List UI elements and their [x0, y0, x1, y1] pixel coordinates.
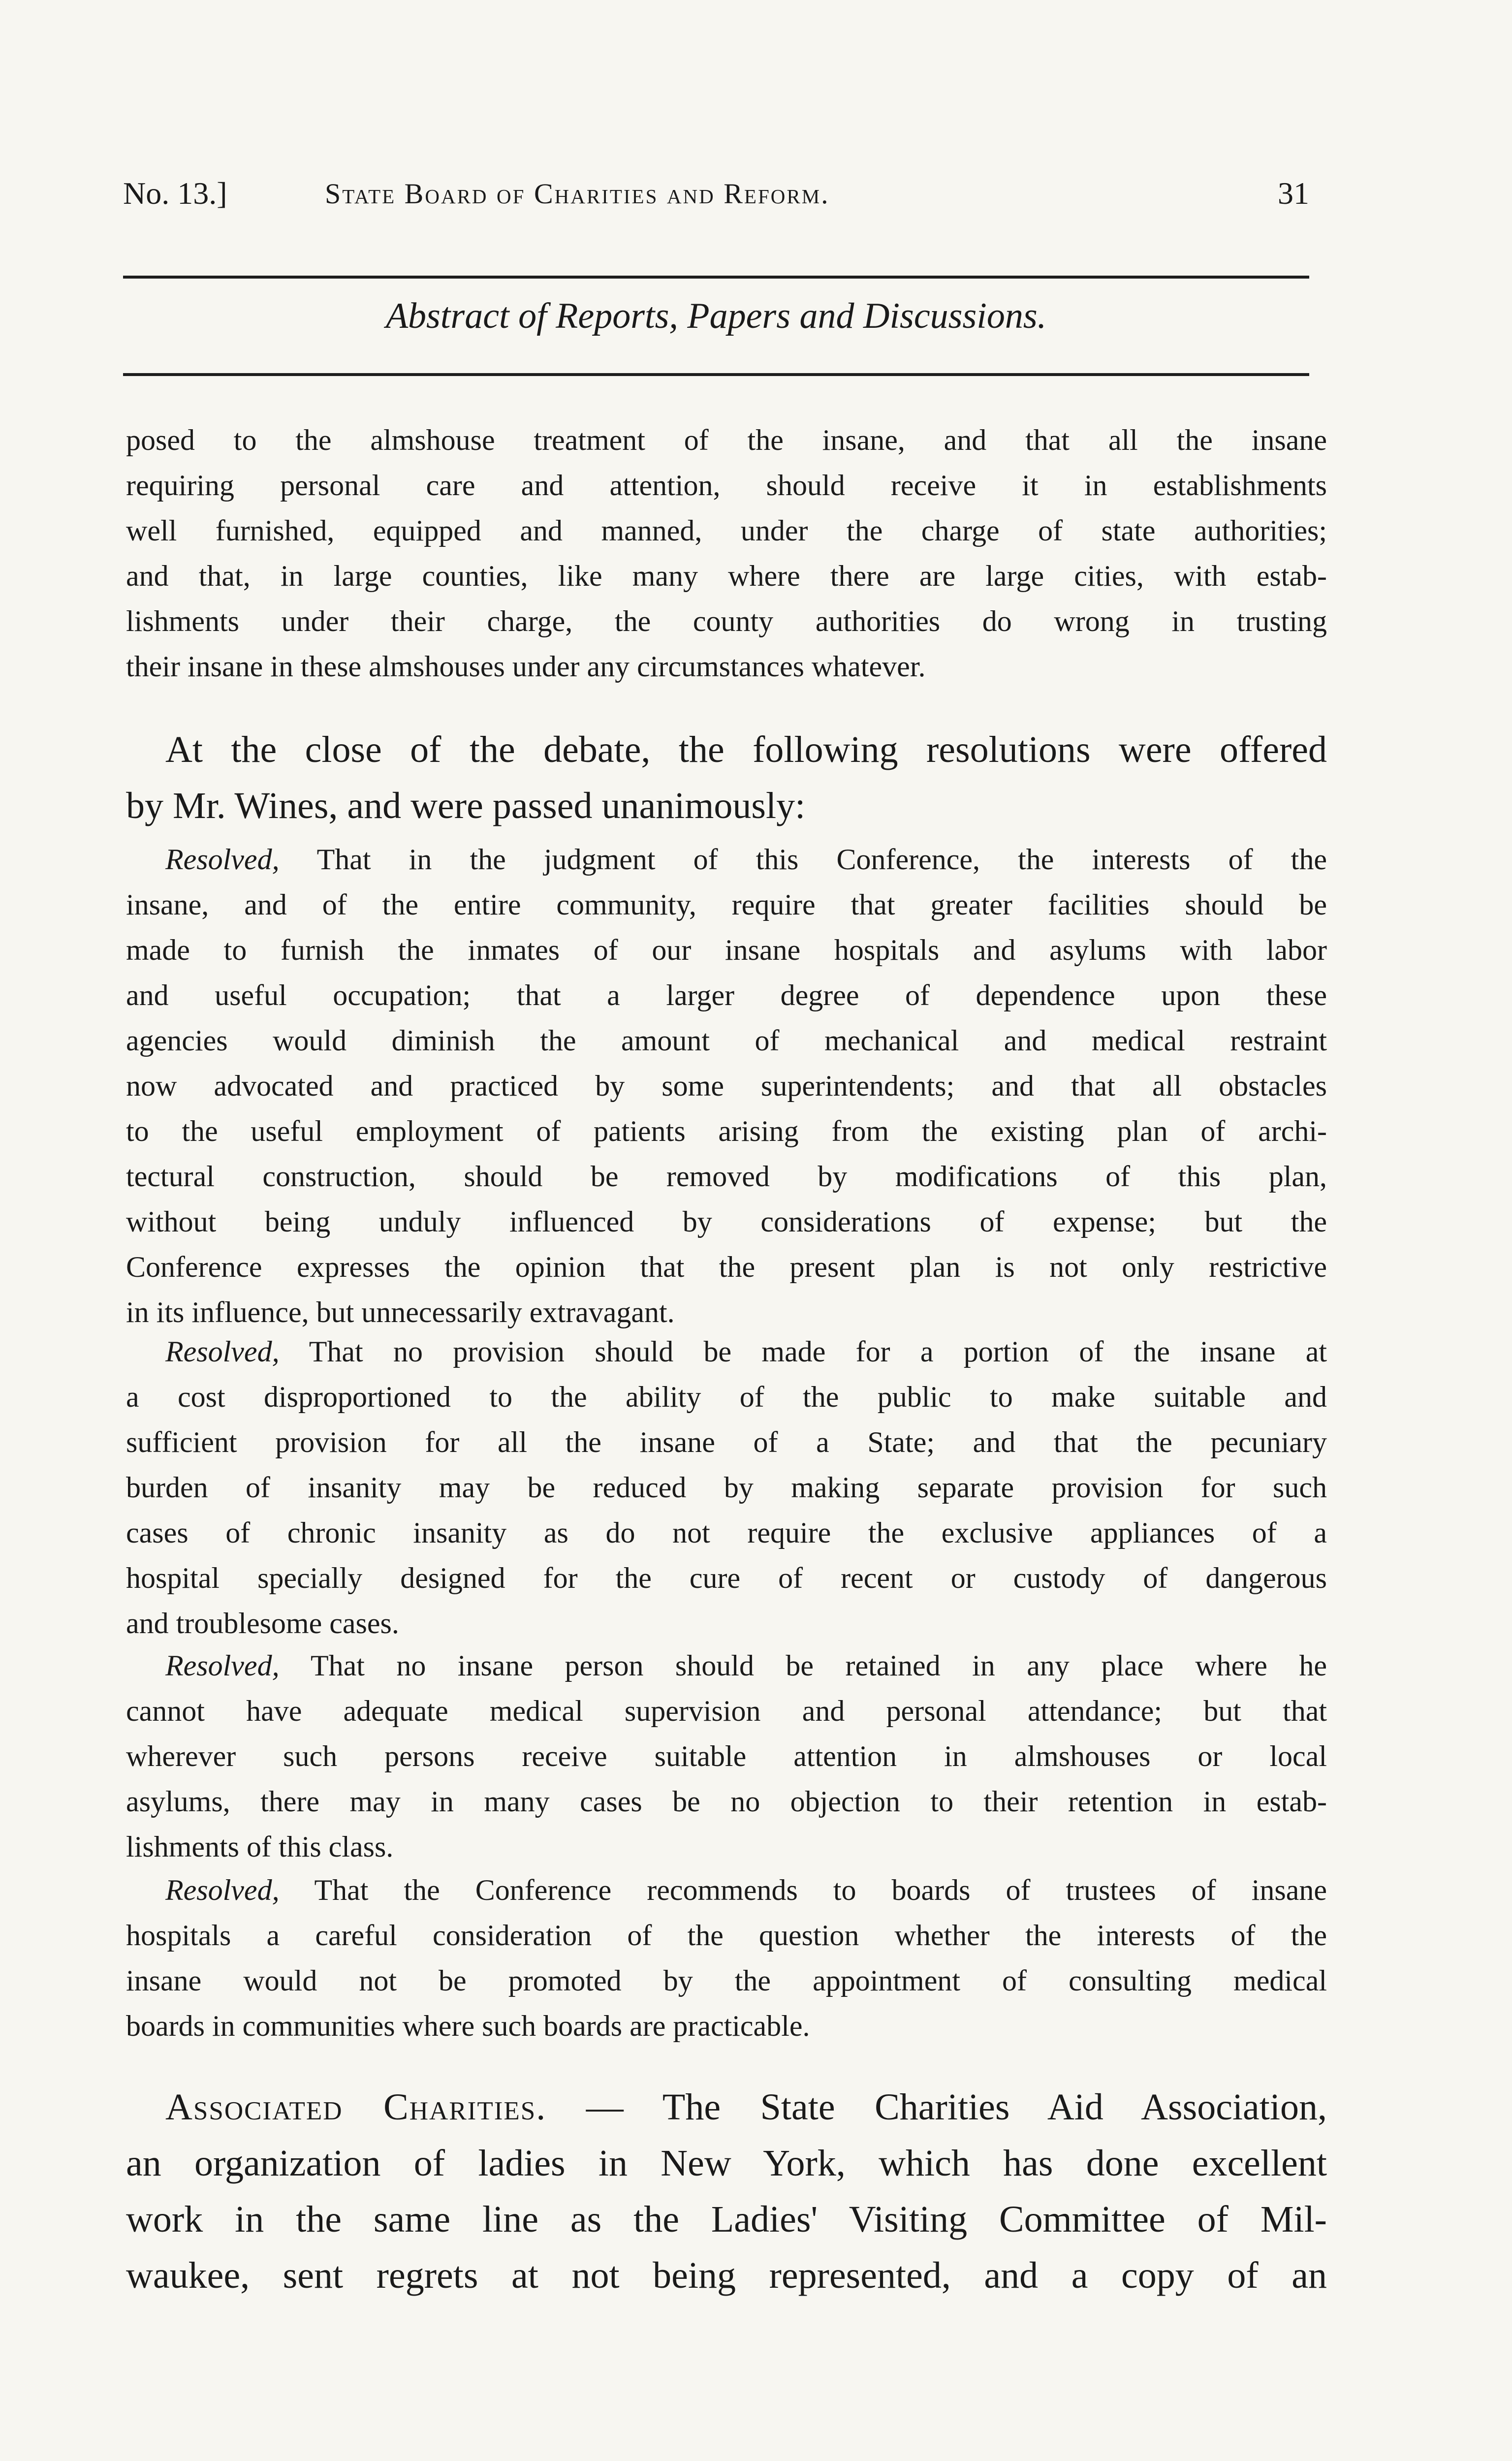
document-number: No. 13.]: [123, 176, 227, 211]
text-line: to the useful employment of patients arising from the existing plan of archi-: [126, 1115, 1327, 1147]
text-line: asylums, there may in many cases be no objection to their retention in estab-: [126, 1785, 1327, 1818]
resolved-label: Resolved,: [165, 1335, 280, 1368]
text-line: burden of insanity may be reduced by making separate provision for such: [126, 1471, 1327, 1504]
page-header: [123, 175, 1309, 215]
header-rule-top: [123, 276, 1309, 279]
associated-charities-paragraph: [126, 2079, 1327, 2303]
continuation-paragraph: [126, 417, 1327, 689]
intro-paragraph: [126, 722, 1327, 834]
text-line: cases of chronic insanity as do not require the exclusive appliances of a: [126, 1516, 1327, 1549]
text-line: tectural construction, should be removed by modifications of this plan,: [126, 1160, 1327, 1193]
text-line: posed to the almshouse treatment of the insane, and that all the insane: [126, 424, 1327, 456]
text-line: boards in communities where such boards are practicable.: [126, 2010, 810, 2042]
text-line: lishments of this class.: [126, 1830, 394, 1863]
text-line: insane, and of the entire community, require that greater facilities should be: [126, 888, 1327, 921]
text-line: made to furnish the inmates of our insane hospitals and asylums with labor: [126, 934, 1327, 966]
text-line: Conference expresses the opinion that the present plan is not only restrictive: [126, 1251, 1327, 1283]
text-line: their insane in these almshouses under any circumstances whatever.: [126, 650, 926, 683]
text-line: work in the same line as the Ladies' Visiting Committee of Mil-: [126, 2199, 1327, 2240]
resolution-1: [126, 837, 1327, 1335]
text-line: now advocated and practiced by some superintendents; and that all obstacles: [126, 1070, 1327, 1102]
text-line: in its influence, but unnecessarily extravagant.: [126, 1296, 675, 1328]
page-number: 31: [1278, 176, 1309, 211]
text-line: At the close of the debate, the following resolutions were offered: [165, 729, 1327, 770]
text-line: and useful occupation; that a larger degree of dependence upon these: [126, 979, 1327, 1011]
text-line: well furnished, equipped and manned, under the charge of state authorities;: [126, 514, 1327, 547]
resolution-3: [126, 1643, 1327, 1869]
text-line: by Mr. Wines, and were passed unanimously:: [126, 785, 806, 826]
text-line: hospitals a careful consideration of the question whether the interests of the: [126, 1919, 1327, 1952]
text-line: sufficient provision for all the insane of a State; and that the pecuniary: [126, 1426, 1327, 1458]
resolved-label: Resolved,: [165, 1649, 280, 1682]
text-line: Resolved, That in the judgment of this Conference, the interests of the: [165, 843, 1327, 876]
section-heading: Associated Charities.: [165, 2086, 547, 2128]
text-line: without being unduly influenced by considerations of expense; but the: [126, 1205, 1327, 1238]
text-line: and that, in large counties, like many where there are large cities, with estab-: [126, 560, 1327, 592]
text-line: Resolved, That the Conference recommends to boards of trustees of insane: [165, 1874, 1327, 1906]
text-line: requiring personal care and attention, should receive it in establishments: [126, 469, 1327, 502]
text-line: hospital specially designed for the cure of recent or custody of dangerous: [126, 1562, 1327, 1594]
text-line: and troublesome cases.: [126, 1607, 399, 1640]
text-line: Resolved, That no insane person should be retained in any place where he: [165, 1649, 1327, 1682]
resolved-label: Resolved,: [165, 1874, 280, 1906]
resolution-4: [126, 1867, 1327, 2049]
text-line: Resolved, That no provision should be made for a portion of the insane at: [165, 1335, 1327, 1368]
text-line: agencies would diminish the amount of mechanical and medical restraint: [126, 1024, 1327, 1057]
text-line: wherever such persons receive suitable attention in almshouses or local: [126, 1740, 1327, 1772]
resolved-label: Resolved,: [165, 843, 280, 876]
section-subtitle: Abstract of Reports, Papers and Discussions.: [385, 296, 1047, 336]
header-rule-bottom: [123, 373, 1309, 376]
text-line: an organization of ladies in New York, which has done excellent: [126, 2143, 1327, 2184]
text-line: cannot have adequate medical supervision and personal attendance; but that: [126, 1695, 1327, 1727]
resolution-2: [126, 1329, 1327, 1646]
text-line: Associated Charities. — The State Charities Aid Association,: [165, 2086, 1327, 2128]
running-title: State Board of Charities and Reform.: [325, 178, 830, 210]
text-line: waukee, sent regrets at not being represented, and a copy of an: [126, 2255, 1327, 2296]
text-line: insane would not be promoted by the appointment of consulting medical: [126, 1964, 1327, 1997]
text-line: a cost disproportioned to the ability of the public to make suitable and: [126, 1381, 1327, 1413]
text-line: lishments under their charge, the county authorities do wrong in trusting: [126, 605, 1327, 637]
